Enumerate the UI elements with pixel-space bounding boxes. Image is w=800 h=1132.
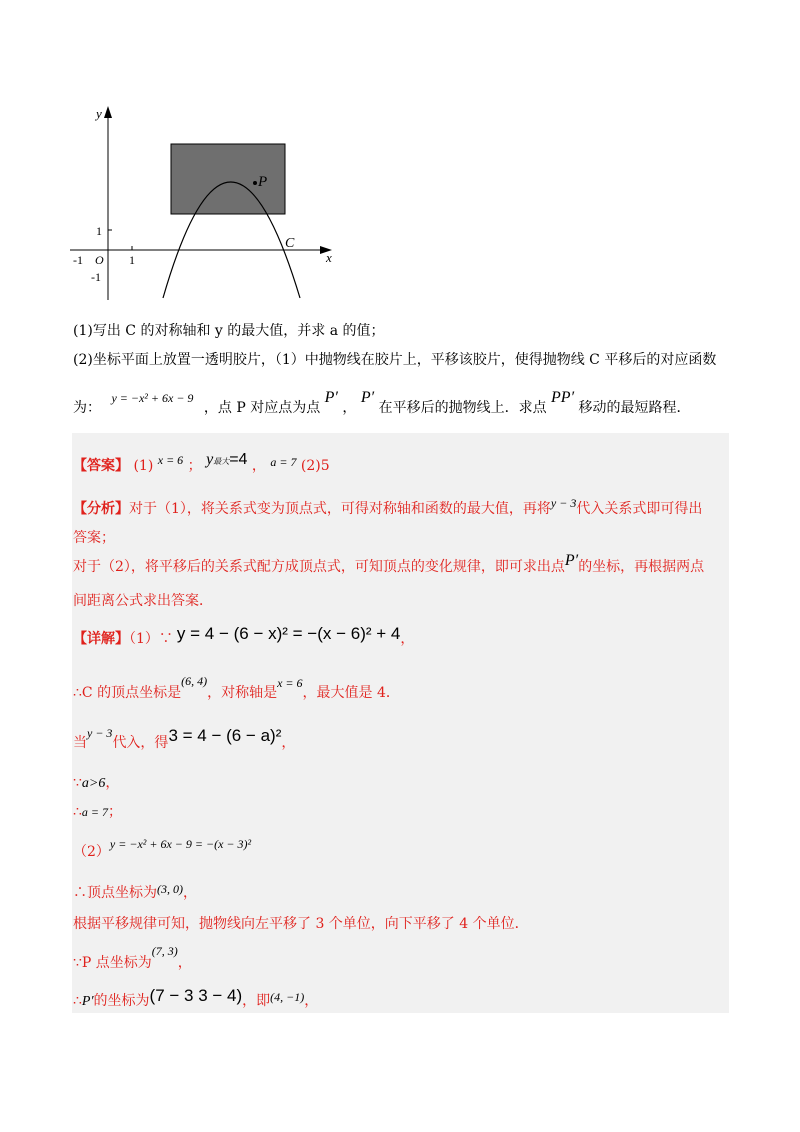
answer-a-eq: a = 7 xyxy=(270,455,297,469)
y-axis-label: y xyxy=(96,106,102,121)
y-tick-neg1-label: -1 xyxy=(91,270,101,284)
parabola-figure xyxy=(60,100,350,305)
because-expr: a>6 xyxy=(81,776,106,791)
detail-line-substitute: 当y − 3代入，得3 = 4 − (6 − a)²， xyxy=(73,726,296,751)
detail-line-shift: 根据平移规律可知，抛物线向左平移了 3 个单位，向下平移了 4 个单位． xyxy=(73,916,529,932)
q2-P-prime-2: P′ xyxy=(360,389,375,406)
vertex2-coord: (3, 0) xyxy=(157,882,183,896)
detail-line-part2: （2）y = −x² + 6x − 9 = −(x − 3)² xyxy=(73,837,252,860)
analysis-tag: 【分析】 xyxy=(73,501,129,517)
x-tick-1-label: 1 xyxy=(129,253,135,267)
p-coord: (7, 3) xyxy=(151,944,178,958)
pprime-symbol: P′ xyxy=(81,994,94,1009)
analysis-line2: 答案； xyxy=(73,530,115,546)
vertex-coord: (6, 4) xyxy=(181,674,208,688)
p2-expr: y = −x² + 6x − 9 = −(x − 3)² xyxy=(109,837,252,851)
curve-c-label: C xyxy=(285,236,295,251)
q2-sep: ， xyxy=(342,400,357,416)
answer-line xyxy=(73,451,330,475)
answer-ymax: y最大=4 xyxy=(206,451,248,468)
detail-line-because: ∵a>6， xyxy=(73,775,120,791)
analysis-P-prime: P′ xyxy=(564,552,579,569)
detail-line-vertex: ∴C 的顶点坐标是(6, 4)，对称轴是x = 6，最大值是 4． xyxy=(73,674,400,701)
answer-part2: (2)5 xyxy=(300,458,330,474)
analysis-line3: 对于（2），将平移后的关系式配方成顶点式，可知顶点的变化规律，即可求出点P′的坐标，再根据两点 xyxy=(73,552,705,575)
origin-label: O xyxy=(95,253,104,267)
point-p-label: P xyxy=(258,174,268,190)
pprime-expr: (7 − 3 3 − 4) xyxy=(149,986,243,1005)
detail-p1-expr: y = 4 − (6 − x)² = −(x − 6)² + 4 xyxy=(176,624,401,643)
y-axis-arrow xyxy=(104,106,112,118)
detail-line-1: 【详解】（1）∵ y = 4 − (6 − x)² = −(x − 6)² + 4， xyxy=(73,624,415,647)
point-p-dot xyxy=(253,181,257,185)
analysis-line4: 间距离公式求出答案． xyxy=(73,593,213,609)
answer-semicolon: ； xyxy=(187,458,202,474)
detail-line-therefore: ∴a = 7； xyxy=(73,804,123,820)
answer-tag: 【答案】 xyxy=(73,458,129,474)
detail-line-pprime: ∴P′的坐标为(7 − 3 3 − 4)，即(4, −1)， xyxy=(73,986,319,1009)
answer-part1: (1) xyxy=(133,458,154,474)
sub-expr: y − 3 xyxy=(87,726,113,740)
transparent-film-rect xyxy=(171,144,285,214)
q2-PP-prime: PP′ xyxy=(551,389,575,406)
question-part-2-line1: (2)坐标平面上放置一透明胶片，（1）中抛物线在胶片上，平移该胶片，使得抛物线 C 平移后的对应函数 xyxy=(73,352,717,368)
q2-mid1: ，点 P 对应点为点 xyxy=(203,400,321,416)
detail-line-pcoord: ∵P 点坐标为(7, 3)， xyxy=(73,944,192,971)
sub-equation: 3 = 4 − (6 − a)² xyxy=(168,726,282,745)
q2-function: y = −x² + 6x − 9 xyxy=(111,391,194,405)
answer-comma: ， xyxy=(251,458,266,474)
pprime-coord: (4, −1) xyxy=(270,990,305,1004)
q2-P-prime-1: P′ xyxy=(324,389,338,406)
answer-x-eq: x = 6 xyxy=(157,453,184,467)
q2-prefix: 为： xyxy=(73,400,101,416)
therefore-expr: a = 7 xyxy=(81,805,109,819)
question-part-1: (1)写出 C 的对称轴和 y 的最大值，并求 a 的值； xyxy=(73,323,385,339)
q2-mid2: 在平移后的抛物线上．求点 xyxy=(378,400,547,416)
question-part-2-line2 xyxy=(73,389,691,417)
y-tick-1-label: 1 xyxy=(96,224,102,238)
detail-line-vertex2: ∴顶点坐标为(3, 0)， xyxy=(73,882,197,901)
x-tick-neg1-label: -1 xyxy=(73,253,83,267)
q2-end: 移动的最短路程． xyxy=(578,400,691,416)
x-axis-label: x xyxy=(326,250,332,265)
axis-expr: x = 6 xyxy=(277,676,303,690)
detail-tag: 【详解】 xyxy=(73,631,129,647)
analysis-line1: 【分析】对于（1），将关系式变为顶点式，可得对称轴和函数的最大值，再将y − 3代入关系式即可得出 xyxy=(73,496,703,517)
analysis-expr: y − 3 xyxy=(550,496,577,510)
